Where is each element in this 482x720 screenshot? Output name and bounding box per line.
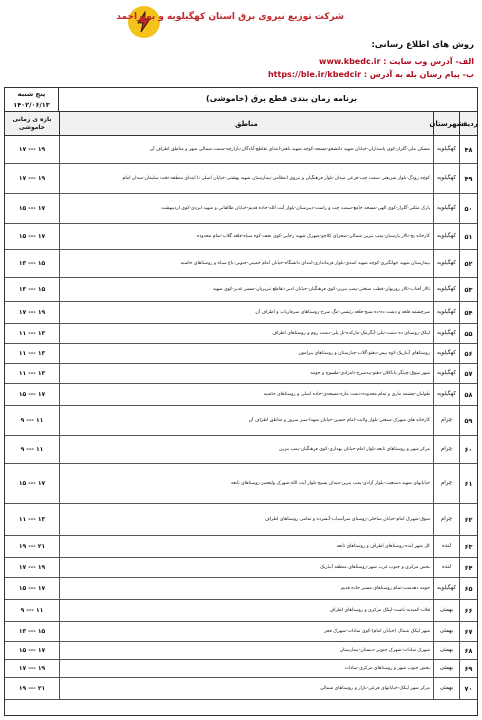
row-time: [5, 344, 59, 363]
row-time-text: ۱۵ --- ۱۳: [18, 260, 46, 267]
row-number-text: ۶۴: [464, 563, 473, 572]
website-line[interactable]: الف- آدرس وب سایت : www.kbedc.ir: [319, 57, 474, 66]
row-time-text: ۱۷ --- ۱۵: [18, 233, 46, 240]
table-row: [5, 136, 477, 164]
row-city-text: کهگیلویه: [437, 175, 456, 181]
row-areas-text: مرکز شهر لیکک-خیابانهای فرعی-بازار و روستاهای شمالی: [320, 685, 430, 691]
row-time: [5, 136, 59, 163]
row-areas: [59, 136, 433, 163]
row-time: [5, 660, 59, 677]
row-time: [5, 324, 59, 343]
row-city: [433, 464, 459, 503]
row-number: [459, 622, 477, 641]
row-time: [5, 536, 59, 557]
row-areas-text: طولیان-چشمه ماری و تمام محدوده-دشت مازه-مسجدی-جاده اصلی و روستاهای حاشیه: [263, 391, 430, 397]
row-city: [433, 164, 459, 193]
row-number: [459, 164, 477, 193]
row-city-text: کهگیلویه: [437, 330, 456, 336]
row-time-text: ۱۷ --- ۱۵: [18, 391, 46, 398]
row-time: [5, 364, 59, 383]
row-city-text: کهگیلویه: [437, 286, 456, 292]
outage-table: [4, 87, 478, 716]
row-number: [459, 194, 477, 223]
row-number-text: ۷۰: [464, 684, 473, 693]
row-areas: [59, 278, 433, 301]
row-areas: [59, 302, 433, 323]
row-city-text: چرام: [440, 480, 453, 486]
row-time: [5, 250, 59, 277]
company-name: شرکت توزیع نیروی برق استان کهگیلویه و بویراحمد: [116, 12, 344, 22]
row-areas-text: بخش مرکزی و جنوب غرب شهر-روستاهای منطقه آبباریک: [319, 564, 430, 570]
row-areas: [59, 384, 433, 405]
row-time-text: ۱۱ --- ۹: [20, 417, 44, 424]
row-city-text: بهمئی: [439, 647, 454, 653]
table-row: [5, 164, 477, 194]
row-time-text: ۱۳ --- ۱۱: [18, 516, 46, 523]
row-areas-text: مسکن ملی-گلزار-کوی پاسداران-خیابان شهید دانشجو-مسجد-کوچه شهید باهنر-ابتدای تقاطع-آبادگان-بازارچه-سمت شمالی شهر و مناطق اطراف آن: [149, 146, 430, 152]
row-city-text: کهگیلویه: [437, 260, 456, 266]
row-time-text: ۱۱ --- ۹: [20, 446, 44, 453]
row-time: [5, 406, 59, 435]
row-number-text: ۵۱: [464, 232, 473, 241]
row-city-text: بهمئی: [439, 628, 454, 634]
row-city-text: بهمئی: [439, 607, 454, 613]
row-number-text: ۶۶: [464, 606, 473, 615]
row-number: [459, 384, 477, 405]
row-areas: [59, 600, 433, 621]
row-city: [433, 642, 459, 659]
row-time-text: ۱۹ --- ۱۷: [18, 175, 46, 182]
row-number-text: ۴۹: [464, 174, 473, 183]
row-city-text: کهگیلویه: [437, 585, 456, 591]
row-areas-text: شهر لیکک شمال (خیابان امام)-کوی سادات-شهرک فجر: [324, 628, 430, 634]
row-city: [433, 250, 459, 277]
row-city-text: چرام: [440, 516, 453, 522]
row-time-text: ۱۳ --- ۱۱: [18, 330, 46, 337]
table-row: [5, 600, 477, 622]
table-row: [5, 436, 477, 464]
table-header: [5, 112, 477, 136]
row-city-text: چرام: [440, 446, 453, 452]
row-time-text: ۱۷ --- ۱۵: [18, 585, 46, 592]
row-time-text: ۱۷ --- ۱۵: [18, 480, 46, 487]
row-areas-text: لیکک-روستای ده دشت-نیلی-آبگرمک-مارکده-تل پلی-دشت روم و روستاهای اطراف: [272, 330, 430, 336]
row-time: [5, 384, 59, 405]
row-number-text: ۵۸: [464, 390, 473, 399]
row-city-text: کهگیلویه: [437, 205, 456, 211]
table-row: [5, 302, 477, 324]
row-time: [5, 600, 59, 621]
row-city: [433, 344, 459, 363]
row-number-text: ۵۰: [464, 204, 473, 213]
row-number: [459, 504, 477, 535]
lightning-logo-icon: [128, 6, 160, 38]
row-areas: [59, 642, 433, 659]
row-time: [5, 464, 59, 503]
row-city: [433, 504, 459, 535]
row-time-text: ۱۹ --- ۱۷: [18, 309, 46, 316]
row-number: [459, 302, 477, 323]
table-info-row: [5, 88, 477, 112]
row-areas-text: کوچه رودگ-بلوار شریعتی سمت چپ-فرعی میدان-بلوار فرهنگیان و نیروی انتظامی-بیمارستان شهید بهشتی-خیابان اصلی تا ابتدای منطقه-تخت سلیمان-میدان امام: [122, 175, 430, 181]
row-areas-text: سوق-شهرک امام-خیابان ساحلی-روستای سرآسیاب-آبسرده و تمامی روستاهای اطراف: [264, 516, 430, 522]
table-row: [5, 536, 477, 558]
messenger-line[interactable]: ب- پیام رسان بله به آدرس : https://ble.ir/kbedcir: [267, 70, 474, 79]
row-city: [433, 324, 459, 343]
row-areas: [59, 344, 433, 363]
row-areas: [59, 660, 433, 677]
row-number-text: ۵۴: [464, 308, 473, 317]
row-number-text: ۵۹: [464, 416, 473, 425]
row-time-text: ۱۳ --- ۱۱: [18, 370, 46, 377]
row-time-text: ۱۵ --- ۱۳: [18, 286, 46, 293]
row-city-text: لنده: [441, 543, 452, 549]
row-number: [459, 324, 477, 343]
row-areas: [59, 558, 433, 577]
row-number-text: ۵۲: [464, 259, 473, 268]
row-time-text: ۱۱ --- ۹: [20, 607, 44, 614]
row-number: [459, 536, 477, 557]
row-number: [459, 436, 477, 463]
row-number: [459, 250, 477, 277]
table-row: [5, 642, 477, 660]
header: [0, 0, 482, 52]
row-time-text: ۱۵ --- ۱۳: [18, 628, 46, 635]
row-areas: [59, 364, 433, 383]
table-row: [5, 578, 477, 600]
row-number-text: ۶۲: [464, 515, 473, 524]
row-number: [459, 136, 477, 163]
row-time: [5, 558, 59, 577]
row-city: [433, 302, 459, 323]
row-time: [5, 194, 59, 223]
row-number-text: ۶۰: [464, 445, 473, 454]
row-areas: [59, 578, 433, 599]
row-time: [5, 164, 59, 193]
row-areas-text: پارک مثلثی-گلزار-کوی الهی-مسجد جامع-سمت چپ و راست-دبیرستان-بلوار آیت الله-جاده قدیم-خیابان طالقانی و شهید ایزدی-کوی اردیبهشت: [160, 205, 430, 211]
row-time-text: ۲۱ --- ۱۹: [18, 685, 46, 692]
row-city: [433, 384, 459, 405]
contacts-title: روش های اطلاع رسانی:: [371, 40, 474, 50]
table-row: [5, 504, 477, 536]
row-number-text: ۶۹: [464, 664, 473, 673]
row-number: [459, 464, 477, 503]
row-areas: [59, 194, 433, 223]
row-city-text: کهگیلویه: [437, 146, 456, 152]
row-city: [433, 678, 459, 699]
row-areas-text: سرچشمه قلعه و دشت ده-ده شیخ-قلعه رئیسی-تنگ سرخ-روستاهای سرفاریاب و اطراف آن: [255, 309, 430, 315]
row-number-text: ۵۶: [464, 349, 473, 358]
row-number: [459, 344, 477, 363]
row-areas: [59, 406, 433, 435]
row-areas: [59, 464, 433, 503]
row-city-text: بهمئی: [439, 665, 454, 671]
table-row: [5, 464, 477, 504]
row-city: [433, 278, 459, 301]
row-areas: [59, 622, 433, 641]
row-areas: [59, 504, 433, 535]
row-city-text: کهگیلویه: [437, 309, 456, 315]
row-number: [459, 578, 477, 599]
row-time-text: ۱۹ --- ۱۷: [18, 665, 46, 672]
col-city: شهرستان: [433, 112, 459, 136]
table-row: [5, 364, 477, 384]
row-areas-text: بخش جنوب شهر و روستاهای مرکزی-سادات: [344, 665, 430, 671]
row-number: [459, 278, 477, 301]
row-number-text: ۵۵: [464, 329, 473, 338]
row-city: [433, 364, 459, 383]
row-number: [459, 678, 477, 699]
row-time: [5, 278, 59, 301]
row-areas: [59, 436, 433, 463]
table-row: [5, 406, 477, 436]
row-areas-text: مرکز شهر و روستاهای تابعه-بلوار امام-خیابان بهداری-کوی فرهنگیان-پمپ بنزین: [279, 446, 430, 452]
row-city-text: کهگیلویه: [437, 233, 456, 239]
row-areas: [59, 224, 433, 249]
table-row: [5, 660, 477, 678]
table-row: [5, 278, 477, 302]
table-row: [5, 622, 477, 642]
row-number: [459, 600, 477, 621]
col-num: ردیف: [459, 112, 477, 136]
row-areas-text: شهرک سادات-شهرک جنوبی-دبستان-بیمارستان: [339, 647, 430, 653]
day-label: پنج شنبه: [17, 90, 46, 98]
row-city: [433, 194, 459, 223]
row-areas-text: قلات-کمبدیه-باشت-لیکک مرکزی و روستاهای اطراف: [329, 607, 430, 613]
row-city: [433, 578, 459, 599]
table-row: [5, 344, 477, 364]
row-time-text: ۱۳ --- ۱۱: [18, 350, 46, 357]
row-city-text: کهگیلویه: [437, 350, 456, 356]
row-city: [433, 660, 459, 677]
row-time: [5, 678, 59, 699]
row-time: [5, 436, 59, 463]
row-areas-text: کارخانه های شهرک صنعتی-بلوار ولایت-امام حسین-خیابان شهدا-سبز سرور و مناطق اطراف آن: [248, 417, 430, 423]
table-row: [5, 250, 477, 278]
row-areas-text: کل شهر لنده-روستاهای اطراف و روستاهای تابعه: [336, 543, 430, 549]
row-number: [459, 224, 477, 249]
row-number: [459, 660, 477, 677]
row-time-text: ۲۱ --- ۱۹: [18, 543, 46, 550]
row-city: [433, 600, 459, 621]
table-row: [5, 324, 477, 344]
row-city-text: کهگیلویه: [437, 370, 456, 376]
program-title: برنامه زمان بندی قطع برق (خاموشی): [206, 94, 357, 103]
row-areas: [59, 536, 433, 557]
row-areas: [59, 250, 433, 277]
row-city-text: کهگیلویه: [437, 391, 456, 397]
row-number-text: ۶۵: [464, 584, 473, 593]
row-areas-text: حومه دهدشت-تمام روستاهای مسیر جاده قدیم: [340, 585, 430, 591]
row-time: [5, 224, 59, 249]
row-city-text: لنده: [441, 564, 452, 570]
table-row: [5, 558, 477, 578]
row-city-text: بهمئی: [439, 685, 454, 691]
col-areas: مناطق: [59, 112, 433, 136]
row-areas-text: شهر سوق-چیتگر-باباکلان-دهنو-بیدسرخ-تامرادی-طسوج و حومه: [310, 370, 430, 376]
row-number: [459, 642, 477, 659]
row-city-text: چرام: [440, 417, 453, 423]
row-time: [5, 302, 59, 323]
row-city: [433, 622, 459, 641]
row-city: [433, 436, 459, 463]
row-city: [433, 224, 459, 249]
row-city: [433, 558, 459, 577]
table-row: [5, 194, 477, 224]
row-city: [433, 136, 459, 163]
table-row: [5, 678, 477, 700]
table-row: [5, 224, 477, 250]
row-number-text: ۶۳: [464, 542, 473, 551]
row-number-text: ۵۷: [464, 369, 473, 378]
row-number-text: ۶۸: [464, 646, 473, 655]
row-time: [5, 642, 59, 659]
row-areas-text: بیمارستان شهید جهانگیری-کوچه شهید اسدی-بلوار فرمانداری-ابتدای دانشگاه-خیابان امام خمینی-جنوبی-باغ سیاه و روستاهای حاشیه: [180, 260, 430, 266]
row-number-text: ۵۳: [464, 285, 473, 294]
row-time: [5, 578, 59, 599]
row-city: [433, 536, 459, 557]
row-areas-text: خیابانهای شهید دستغیب-بلوار آزادی-پمپ بنزین-میدان بسیج-بلوار آیت الله-شهرک ولیعصر-روستاهای تابعه: [231, 480, 430, 486]
row-time-text: ۱۹ --- ۱۷: [18, 564, 46, 571]
row-areas: [59, 324, 433, 343]
row-time: [5, 622, 59, 641]
row-time-text: ۱۷ --- ۱۵: [18, 205, 46, 212]
table-row: [5, 384, 477, 406]
row-areas: [59, 164, 433, 193]
row-number: [459, 558, 477, 577]
row-number-text: ۶۱: [464, 479, 473, 488]
row-areas-text: تالار آفتاب-تالار روزبهان-قطب صنعتی-پمپ بنزین-کوی فرهنگیان-خیابان ادبی-تقاطع تبریزیان-مسیر غدیر-کوی شهید: [212, 286, 430, 292]
row-areas: [59, 678, 433, 699]
col-time: بازه ی زمانی خاموشی: [12, 116, 52, 131]
row-number: [459, 364, 477, 383]
row-number-text: ۶۷: [464, 627, 473, 636]
row-time: [5, 504, 59, 535]
row-areas-text: کارخانه یخ-تالار پارسیان-پمپ بنزین شمالی-صحرای کلاچو-شهرک شهید رجایی-کوی نجف-کوه سیاه-قلعه گلاب-تمام محدوده: [196, 233, 430, 239]
date-box: [5, 88, 59, 112]
row-time-text: ۱۹ --- ۱۷: [18, 146, 46, 153]
row-time-text: ۱۷ --- ۱۵: [18, 647, 46, 654]
row-number: [459, 406, 477, 435]
row-number-text: ۴۸: [464, 145, 473, 154]
row-areas-text: روستاهای آبباریک-کوه بیش-دهنو-گلاب-چنارستان و روستاهای پیرامون: [298, 350, 430, 356]
row-city: [433, 406, 459, 435]
date-label: ۱۴۰۲/۰۶/۱۳: [13, 101, 50, 109]
